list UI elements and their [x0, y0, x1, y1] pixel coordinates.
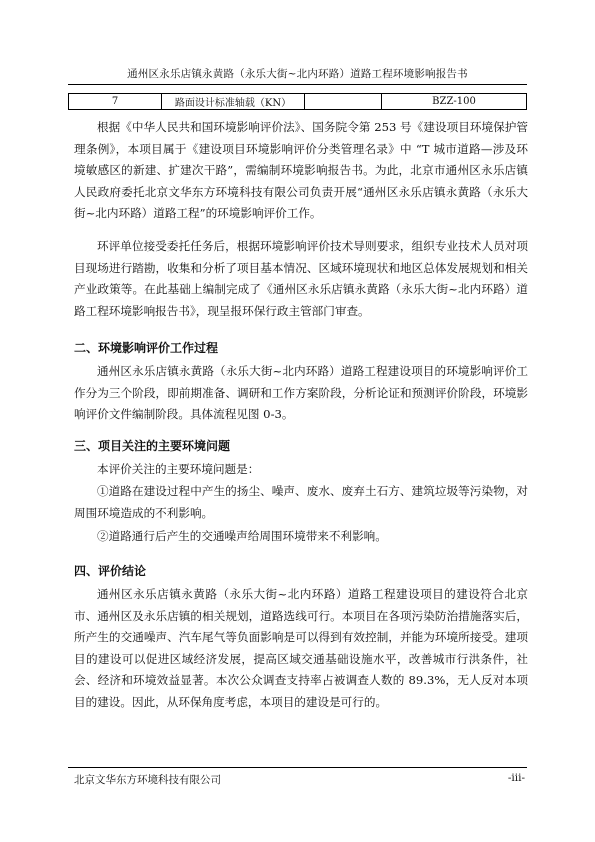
- page-number: -iii-: [507, 772, 525, 784]
- paragraph-concern-1: ①道路在建设过程中产生的扬尘、噪声、废水、废弃土石方、建筑垃圾等污染物，对周围环境造成的不利影响。: [74, 484, 528, 520]
- paragraph-concern-2: ②道路通行后产生的交通噪声给周围环境带来不利影响。: [97, 529, 387, 543]
- blank-cell: [305, 94, 382, 110]
- paragraph-work-stages: 通州区永乐店镇永黄路（永乐大街~北内环路）道路工程建设项目的环境影响评价工作分为三个阶段，即前期准备、调研和工作方案阶段，分析论证和预测评价阶段，环境影响评价文件编制阶段。具体流程见图 0-3。: [74, 364, 528, 421]
- value-cell: BZZ-100: [382, 94, 527, 110]
- section-heading-3: 三、项目关注的主要环境问题: [74, 439, 231, 453]
- paragraph-basis: 根据《中华人民共和国环境影响评价法》、国务院令第 253 号《建设项目环境保护管理条例》，本项目属于《建设项目环境影响评价分类管理名录》中 “T 城市道路—涉及环境敏感区的新建、扩建次干路”，需编制环境影响报告书。为此，北京市通州区永乐店镇人民政府委托北京文华东方环境科技有限公司负责开展“通州区永乐店镇永黄路（永乐大街~北内环路）道路工程”的环境影响评价工作。: [74, 120, 528, 220]
- footer-divider: [68, 767, 527, 768]
- row-number-cell: 7: [69, 94, 162, 110]
- paragraph-conclusion: 通州区永乐店镇永黄路（永乐大街~北内环路）道路工程建设项目的建设符合北京市、通州区及永乐店镇的相关规划，道路选线可行。本项目在各项污染防治措施落实后，所产生的交通噪声、汽车尾气等负面影响是可以得到有效控制，并能为环境所接受。建项目的建设可以促进区域经济发展，提高区域交通基础设施水平，改善城市行洪条件，社会、经济和环境效益显著。本次公众调查支持率占被调查人数的 89.3%，无人反对本项目的建设。因此，从环保角度考虑，本项目的建设是可行的。: [74, 587, 528, 709]
- header-divider: [68, 84, 527, 85]
- parameter-table: [68, 93, 527, 110]
- table-row: [69, 94, 527, 110]
- item-name-cell: 路面设计标准轴载（KN）: [162, 94, 305, 110]
- paragraph-concerns-intro: 本评价关注的主要环境问题是：: [97, 462, 260, 476]
- running-header-title: 通州区永乐店镇永黄路（永乐大街~北内环路）道路工程环境影响报告书: [127, 68, 468, 80]
- footer-company: 北京文华东方环境科技有限公司: [74, 774, 221, 786]
- section-heading-2: 二、环境影响评价工作过程: [74, 341, 219, 355]
- section-heading-4: 四、评价结论: [74, 564, 147, 578]
- paragraph-process: 环评单位接受委托任务后，根据环境影响评价技术导则要求，组织专业技术人员对项目现场进行踏勘，收集和分析了项目基本情况、区域环境现状和地区总体发展规划和相关产业政策等。在此基础上编制完成了《通州区永乐店镇永黄路（永乐大街~北内环路）道路工程环境影响报告书》，现呈报环保行政主管部门审查。: [74, 239, 528, 318]
